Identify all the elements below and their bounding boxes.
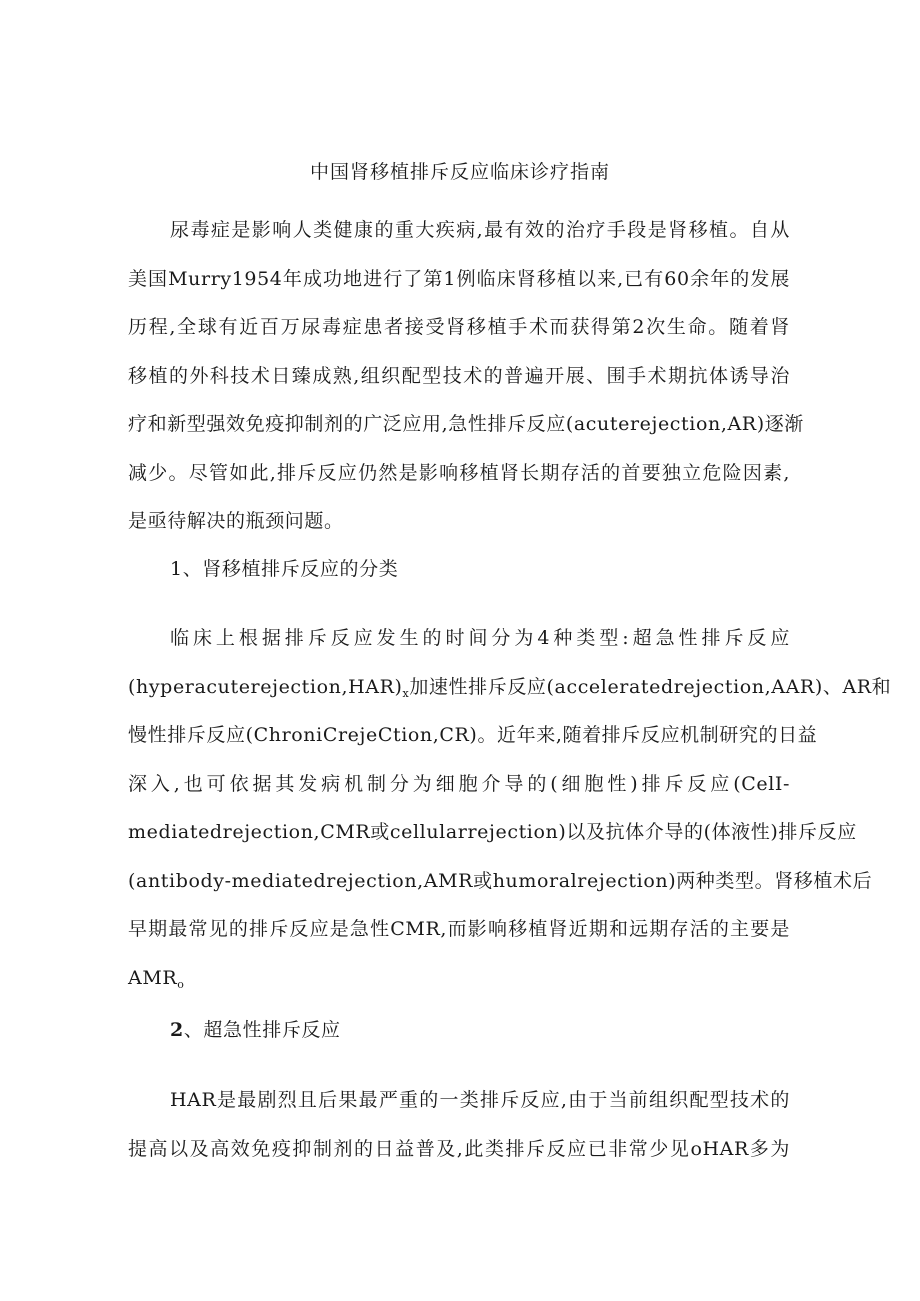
term-har: (hyperacuterejection,HAR) [128, 675, 403, 698]
subscript-o: o [177, 977, 185, 991]
paragraph-line: 提高以及高效免疫抑制剂的日益普及,此类排斥反应已非常少见oHAR多为 [128, 1137, 790, 1160]
section-heading-1: 1、肾移植排斥反应的分类 [170, 558, 399, 580]
paragraph-line: 是亟待解决的瓶颈问题。 [128, 510, 344, 532]
term-aar: 加速性排斥反应(acceleratedrejection,AAR)、AR和 [409, 675, 892, 698]
paragraph-line [128, 954, 790, 1003]
paragraph-line: 减少。尽管如此,排斥反应仍然是影响移植肾长期存活的首要独立危险因素, [128, 461, 790, 484]
section-heading-2 [170, 1016, 341, 1044]
intro-paragraph [128, 206, 804, 546]
section1-paragraph [128, 614, 892, 1002]
paragraph-line: HAR是最剧烈且后果最严重的一类排斥反应,由于当前组织配型技术的 [170, 1089, 790, 1111]
paragraph-line: 慢性排斥反应(ChroniCrejeCtion,CR)。近年来,随着排斥反应机制研究的日益 [128, 724, 818, 746]
paragraph-line [128, 663, 892, 712]
paragraph-line: 美国Murry1954年成功地进行了第1例临床肾移植以来,已有60余年的发展 [128, 267, 790, 290]
paragraph-line: 移植的外科技术日臻成熟,组织配型技术的普遍开展、围手术期抗体诱导治 [128, 364, 790, 387]
paragraph-line: 尿毒症是影响人类健康的重大疾病,最有效的治疗手段是肾移植。自从 [170, 219, 790, 241]
section-number: 2 [170, 1019, 184, 1041]
paragraph-line: mediatedrejection,CMR或cellularrejection)以及抗体介导的(体液性)排斥反应 [128, 821, 857, 843]
document-title: 中国肾移植排斥反应临床诊疗指南 [309, 161, 610, 183]
paragraph-line: 临床上根据排斥反应发生的时间分为4种类型:超急性排斥反应 [170, 627, 790, 649]
subscript-x: x [402, 686, 410, 700]
section2-paragraph [128, 1076, 790, 1173]
paragraph-line: 深入,也可依据其发病机制分为细胞介导的(细胞性)排斥反应(CelI- [128, 772, 790, 795]
paragraph-line: 历程,全球有近百万尿毒症患者接受肾移植手术而获得第2次生命。随着肾 [128, 316, 790, 338]
term-amr: AMR [128, 966, 178, 989]
paragraph-line: (antibody-mediatedrejection,AMR或humoralrejection)两种类型。肾移植术后 [128, 869, 873, 892]
section-heading-text: 、超急性排斥反应 [183, 1019, 341, 1041]
paragraph-line: 疗和新型强效免疫抑制剂的广泛应用,急性排斥反应(acuterejection,AR)逐渐 [128, 413, 804, 435]
paragraph-line: 早期最常见的排斥反应是急性CMR,而影响移植肾近期和远期存活的主要是 [128, 918, 790, 940]
